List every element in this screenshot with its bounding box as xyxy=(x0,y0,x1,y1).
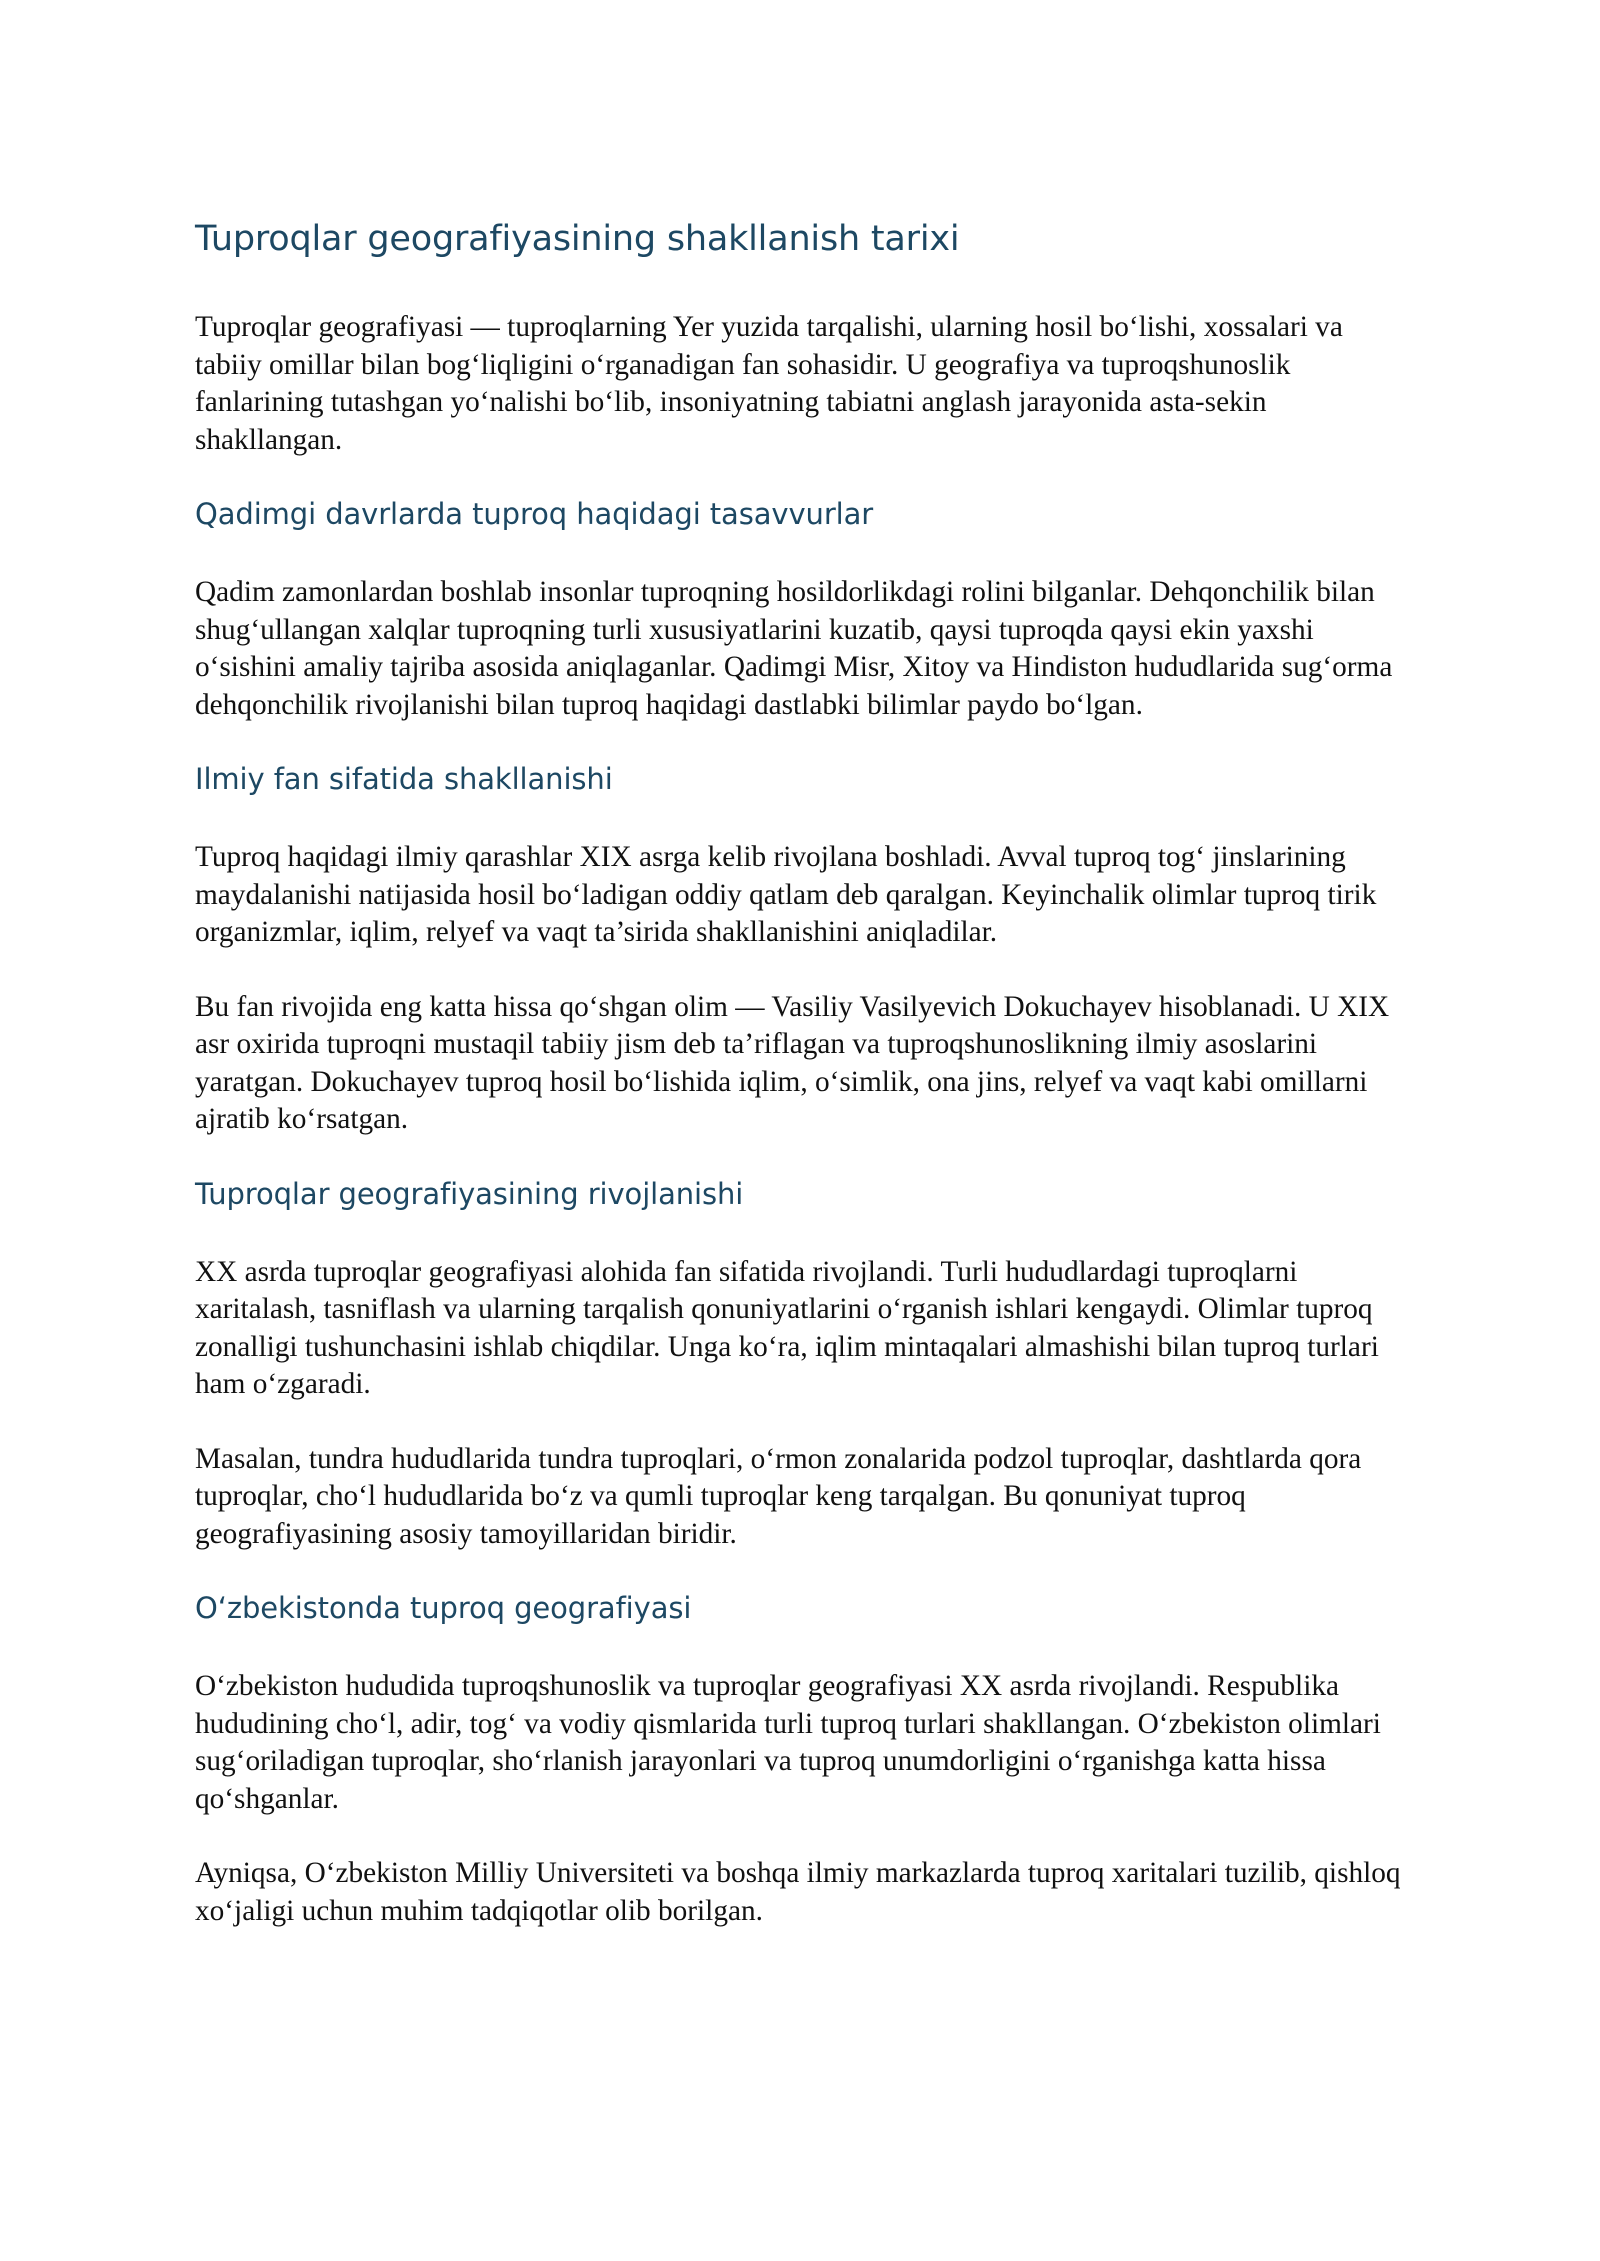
section-uzbekistan xyxy=(195,1586,1410,1930)
section-scientific-formation xyxy=(195,757,1410,1139)
section-paragraph: Ayniqsa, O‘zbekiston Milliy Universiteti va boshqa ilmiy markazlarda tuproq xaritalari tuzilib, qishloq xo‘jaligi uchun muhim tadqiqotlar olib borilgan. xyxy=(195,1857,1401,1927)
section-paragraph: XX asrda tuproqlar geografiyasi alohida fan sifatida rivojlandi. Turli hududlardagi tuproqlarni xaritalash, tasniflash va ularning tarqalish qonuniyatlarini o‘rganish ishlari kengaydi. Olimlar tuproq zonalligi tushunchasini ishlab chiqdilar. Unga ko‘ra, iqlim mintaqalari almashishi bilan tuproq turlari ham o‘zgaradi. xyxy=(195,1255,1379,1400)
document-body xyxy=(195,214,1410,1930)
section-paragraph: Bu fan rivojida eng katta hissa qo‘shgan olim — Vasiliy Vasilyevich Dokuchayev hisoblanadi. U XIX asr oxirida tuproqni mustaqil tabiiy jism deb ta’riflagan va tuproqshunoslikning ilmiy asoslarini yaratgan. Dokuchayev tuproq hosil bo‘lishida iqlim, o‘simlik, ona jins, relyef va vaqt kabi omillarni ajratib ko‘rsatgan. xyxy=(195,990,1390,1135)
section-heading: Tuproqlar geografiyasining rivojlanishi xyxy=(195,1176,744,1211)
section-paragraph: O‘zbekiston hududida tuproqshunoslik va tuproqlar geografiyasi XX asrda rivojlandi. Respublika hududining cho‘l, adir, tog‘ va vodiy qismlarida turli tuproq turlari shakllangan. O‘zbekiston olimlari sug‘oriladigan tuproqlar, sho‘rlanish jarayonlari va tuproq unumdorligini o‘rganishga katta hissa qo‘shganlar. xyxy=(195,1670,1381,1815)
section-ancient-ideas xyxy=(195,492,1410,724)
section-development xyxy=(195,1172,1410,1554)
intro-paragraph: Tuproqlar geografiyasi — tuproqlarning Yer yuzida tarqalishi, ularning hosil bo‘lishi, xossalari va tabiiy omillar bilan bog‘liqligini o‘rganadigan fan sohasidir. U geografiya va tuproqshunoslik fanlarining tutashgan yo‘nalishi bo‘lib, insoniyatning tabiatni anglash jarayonida asta-sekin shakllangan. xyxy=(195,311,1343,456)
section-paragraph: Qadim zamonlardan boshlab insonlar tuproqning hosildorlikdagi rolini bilganlar. Dehqonchilik bilan shug‘ullangan xalqlar tuproqning turli xususiyatlarini kuzatib, qaysi tuproqda qaysi ekin yaxshi o‘sishini amaliy tajriba asosida aniqlaganlar. Qadimgi Misr, Xitoy va Hindiston hududlarida sug‘orma dehqonchilik rivojlanishi bilan tuproq haqidagi dastlabki bilimlar paydo bo‘lgan. xyxy=(195,576,1393,721)
section-paragraph: Masalan, tundra hududlarida tundra tuproqlari, o‘rmon zonalarida podzol tuproqlar, dashtlarda qora tuproqlar, cho‘l hududlarida bo‘z va qumli tuproqlar keng tarqalgan. Bu qonuniyat tuproq geografiyasining asosiy tamoyillaridan biridir. xyxy=(195,1442,1362,1550)
section-heading: O‘zbekistonda tuproq geografiyasi xyxy=(195,1591,692,1625)
section-paragraph: Tuproq haqidagi ilmiy qarashlar XIX asrga kelib rivojlana boshladi. Avval tuproq tog‘ jinslarining maydalanishi natijasida hosil bo‘ladigan oddiy qatlam deb qaralgan. Keyinchalik olimlar tuproq tirik organizmlar, iqlim, relyef va vaqt ta’sirida shakllanishini aniqladilar. xyxy=(195,841,1377,948)
document-title: Tuproqlar geografiyasining shakllanish tarixi xyxy=(195,219,960,259)
section-heading: Ilmiy fan sifatida shakllanishi xyxy=(195,762,613,796)
section-heading: Qadimgi davrlarda tuproq haqidagi tasavvurlar xyxy=(195,497,874,531)
